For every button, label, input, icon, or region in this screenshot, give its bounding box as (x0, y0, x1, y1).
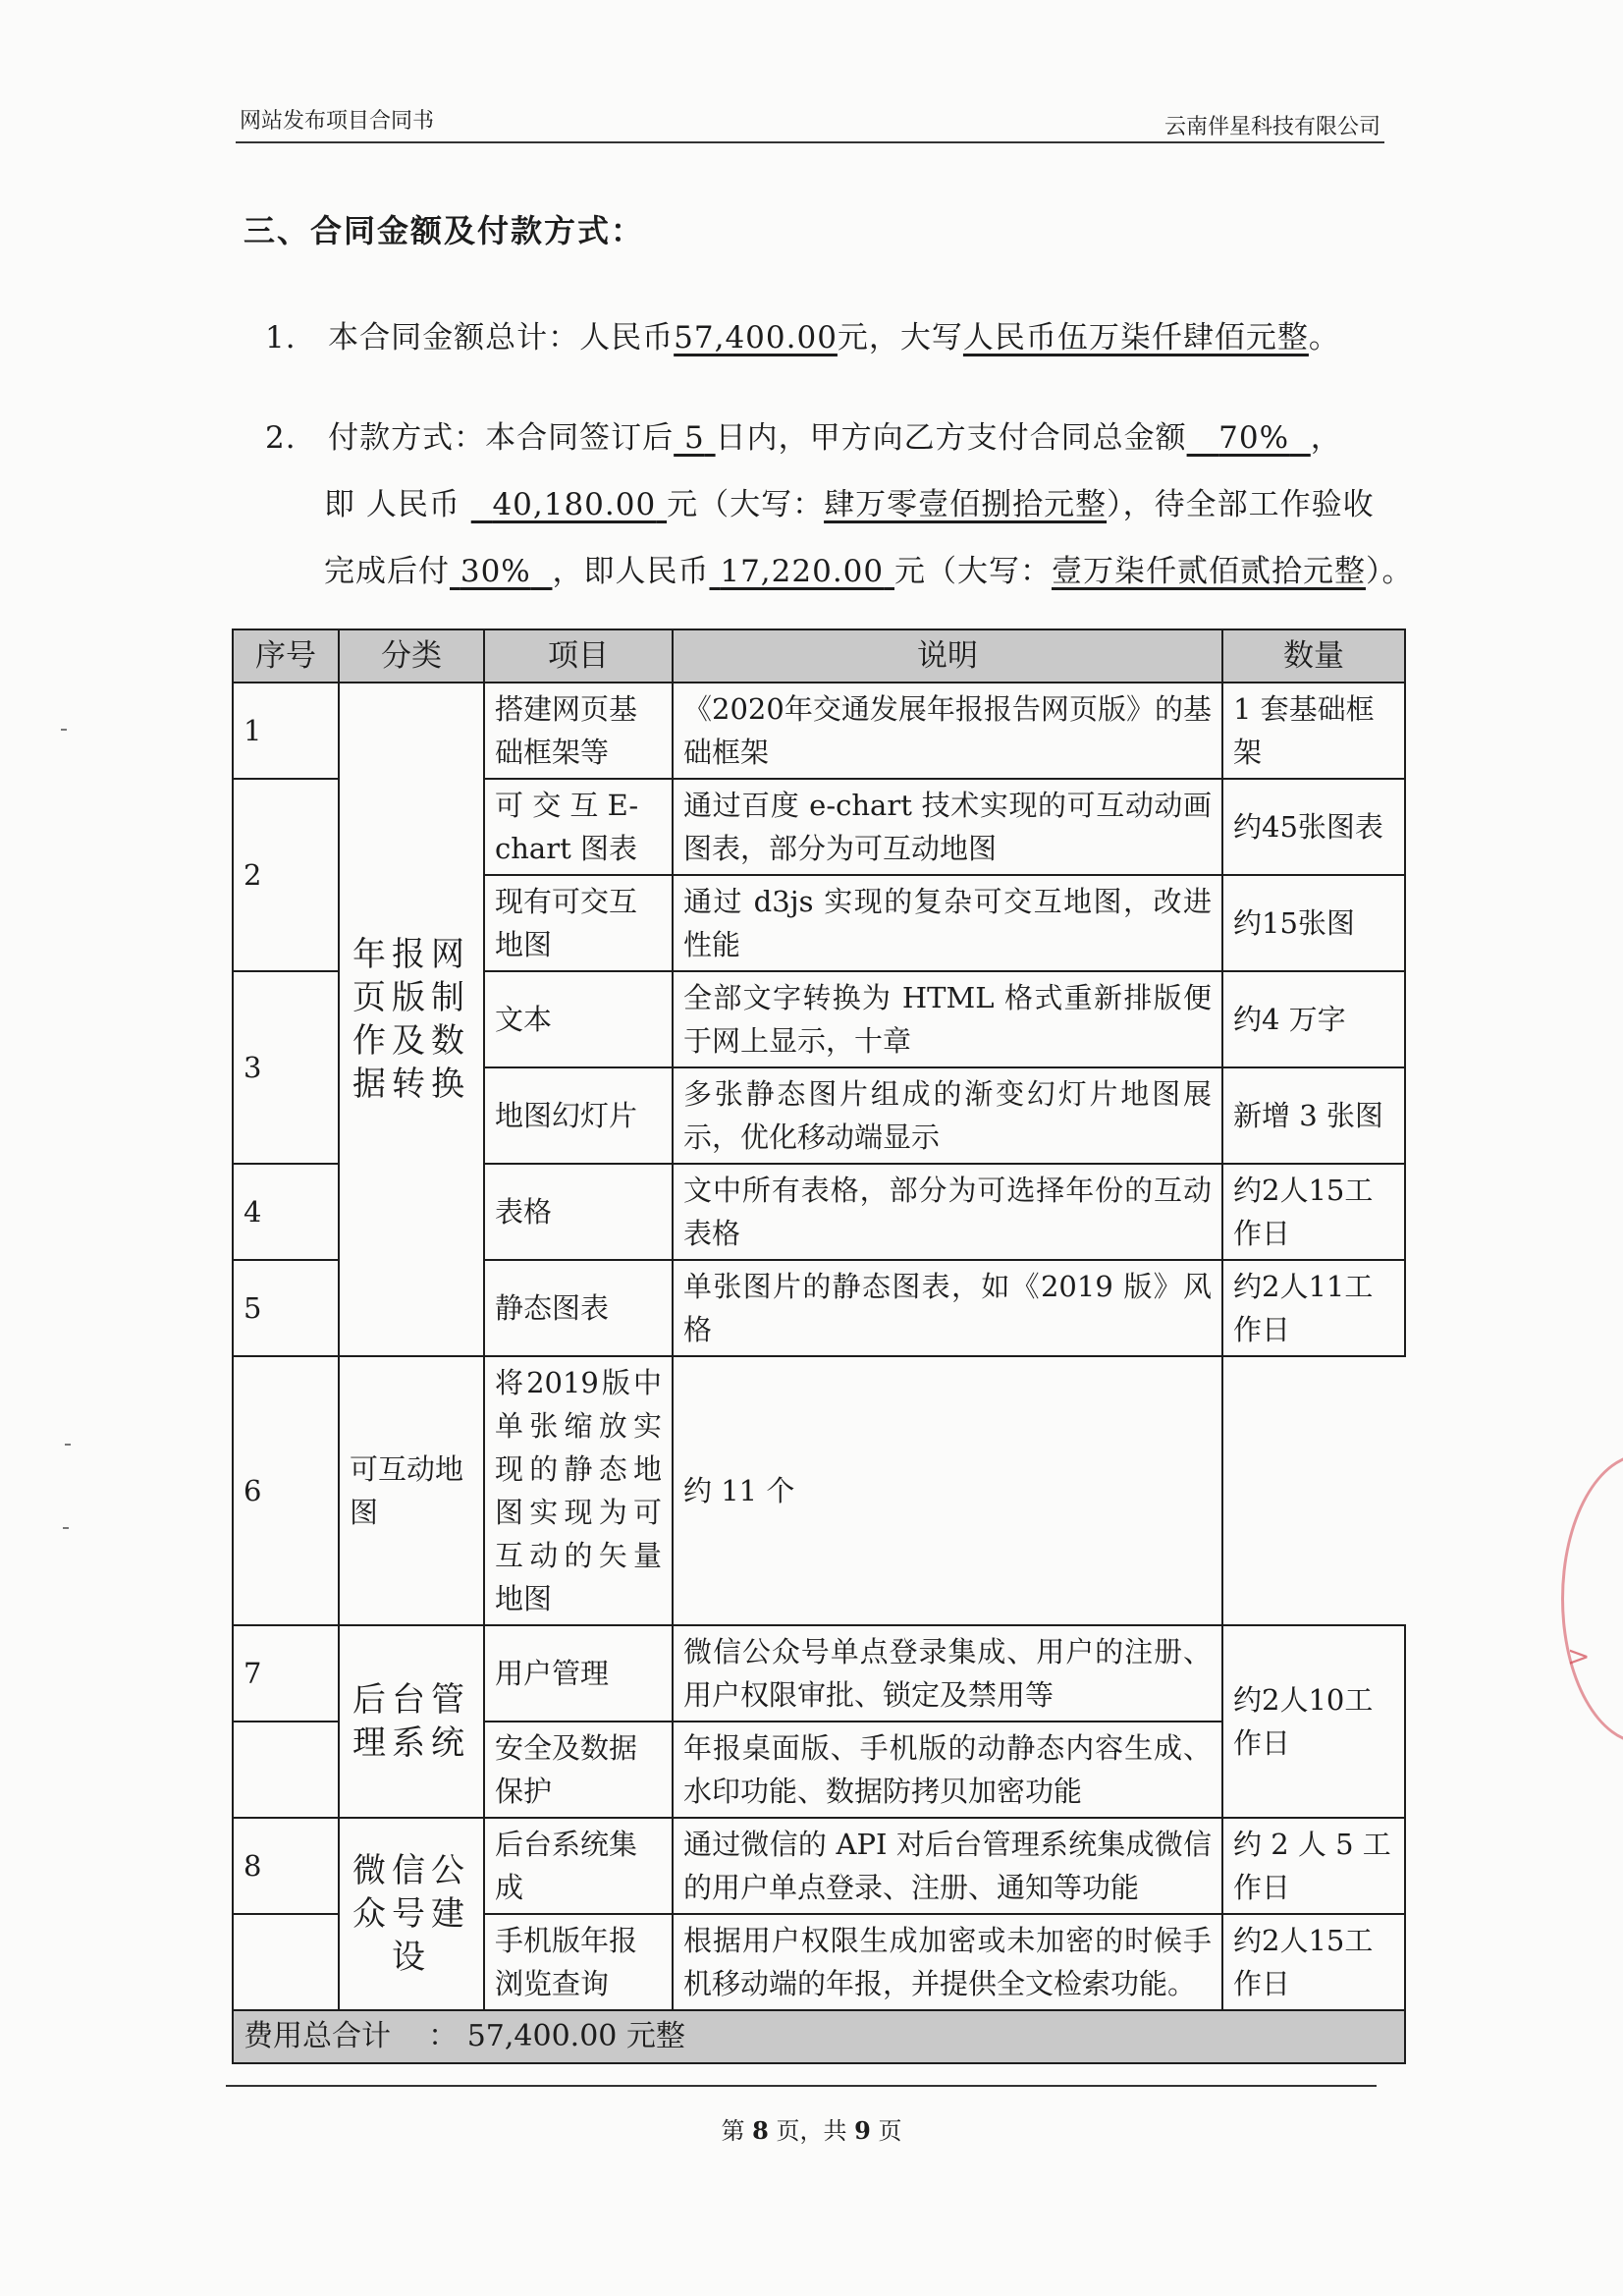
total-label: 费用总合计 (243, 2019, 391, 2053)
second-payment-words: 壹万柒仟贰佰贰拾元整 (1051, 554, 1366, 589)
quantity-cell: 约 11 个 (673, 1356, 1222, 1625)
row-number-empty (233, 1914, 339, 2010)
item-number: 2. (265, 420, 297, 456)
quantity-cell: 1 套基础框架 (1222, 683, 1405, 779)
first-payment-percent: 70% (1218, 420, 1290, 456)
quantity-cell: 约45张图表 (1222, 779, 1405, 875)
pricing-table (232, 629, 1406, 2064)
table-row (233, 683, 1405, 779)
scan-speck (63, 1527, 69, 1529)
total-value: 57,400.00 元整 (466, 2019, 685, 2053)
quantity-cell: 新增 3 张图 (1222, 1067, 1405, 1164)
table-row (233, 1356, 1405, 1625)
section-title: 三、合同金额及付款方式： (243, 212, 645, 249)
table-row (233, 1625, 1405, 1722)
description-cell: 年报桌面版、手机版的动静态内容生成、水印功能、数据防拷贝加密功能 (673, 1722, 1222, 1818)
item-cell: 静态图表 (484, 1260, 673, 1356)
description-cell: 《2020年交通发展年报报告网页版》的基础框架 (673, 683, 1222, 779)
quantity-cell: 约2人10工作日 (1222, 1625, 1405, 1818)
description-cell: 将2019版中单张缩放实现的静态地图实现为可互动的矢量地图 (484, 1356, 673, 1625)
first-payment-words: 肆万零壹佰捌拾元整 (824, 487, 1108, 522)
total-separator: ： (428, 2019, 459, 2053)
item-cell: 搭建网页基础框架等 (484, 683, 673, 779)
item-number: 1. (265, 320, 297, 355)
header-cell: 项目 (484, 629, 673, 683)
row-number: 2 (233, 779, 339, 971)
header-company-name: 云南伴星科技有限公司 (1163, 115, 1380, 139)
header-cell: 说明 (673, 629, 1222, 683)
second-payment-percent: 30% (460, 554, 531, 589)
description-cell: 多张静态图片组成的渐变幻灯片地图展示，优化移动端显示 (673, 1067, 1222, 1164)
description-cell: 通过 d3js 实现的复杂可交互地图，改进性能 (673, 875, 1222, 971)
item-cell: 可互动地图 (339, 1356, 484, 1625)
description-cell: 通过微信的 API 对后台管理系统集成微信的用户单点登录、注册、通知等功能 (673, 1818, 1222, 1914)
current-page-number: 8 (752, 2116, 769, 2145)
item-cell: 手机版年报浏览查询 (484, 1914, 673, 2010)
row-number-empty (233, 1722, 339, 1818)
description-cell: 微信公众号单点登录集成、用户的注册、用户权限审批、锁定及禁用等 (673, 1625, 1222, 1722)
item-cell: 用户管理 (484, 1625, 673, 1722)
item-cell: 地图幻灯片 (484, 1067, 673, 1164)
row-number: 1 (233, 683, 339, 779)
row-number: 4 (233, 1164, 339, 1260)
contract-amount-paragraph: 1. 本合同金额总计：人民币57,400.00元，大写人民币伍万柒仟肆佰元整。 (265, 320, 1340, 355)
category-cell: 年报网页版制作及数据转换 (339, 683, 484, 1356)
second-payment-amount: 17,220.00 (720, 554, 885, 589)
item-cell: 现有可交互地图 (484, 875, 673, 971)
seal-stamp-edge (1561, 1453, 1623, 1744)
total-page-count: 9 (854, 2116, 871, 2145)
total-cell (233, 2010, 1405, 2063)
row-number: 3 (233, 971, 339, 1164)
description-cell: 根据用户权限生成加密或未加密的时候手机移动端的年报，并提供全文检索功能。 (673, 1914, 1222, 2010)
item-cell: 安全及数据保护 (484, 1722, 673, 1818)
item-cell: 可 交 互 E-chart 图表 (484, 779, 673, 875)
total-amount: 57,400.00 (674, 320, 838, 355)
quantity-cell: 约4 万字 (1222, 971, 1405, 1067)
description-cell: 全部文字转换为 HTML 格式重新排版便于网上显示，十章 (673, 971, 1222, 1067)
quantity-cell: 约2人11工作日 (1222, 1260, 1405, 1356)
item-cell: 后台系统集成 (484, 1818, 673, 1914)
header-cell: 分类 (339, 629, 484, 683)
page-header (236, 98, 1384, 143)
footer-divider (226, 2085, 1377, 2087)
total-amount-words: 人民币伍万柒仟肆佰元整 (962, 320, 1309, 355)
category-cell: 后台管理系统 (339, 1625, 484, 1818)
payment-terms-line-3: 完成后付 30% ，即人民币 17,220.00 元（大写：壹万柒仟贰佰贰拾元整）。 (324, 554, 1414, 589)
header-cell: 序号 (233, 629, 339, 683)
category-cell: 微信公众号建设 (339, 1818, 484, 2010)
item-cell: 表格 (484, 1164, 673, 1260)
description-cell: 文中所有表格，部分为可选择年份的互动表格 (673, 1164, 1222, 1260)
first-payment-amount: 40,180.00 (492, 487, 657, 522)
payment-days: 5 (684, 420, 705, 456)
table-header-row (233, 629, 1405, 683)
row-number: 7 (233, 1625, 339, 1722)
payment-terms-line-2: 即 人民币 40,180.00 元（大写：肆万零壹佰捌拾元整），待全部工作验收 (324, 487, 1375, 522)
description-cell: 通过百度 e-chart 技术实现的可互动动画图表，部分为可互动地图 (673, 779, 1222, 875)
quantity-cell: 约15张图 (1222, 875, 1405, 971)
quantity-cell: 约2人15工作日 (1222, 1914, 1405, 2010)
payment-terms-line-1: 2. 付款方式：本合同签订后 5 日内，甲方向乙方支付合同总金额 70% ， (265, 420, 1342, 456)
quantity-cell: 约 2 人 5 工作日 (1222, 1818, 1405, 1914)
row-number: 8 (233, 1818, 339, 1914)
seal-stamp-mark: > (1567, 1640, 1591, 1672)
total-row (233, 2010, 1405, 2063)
table-row (233, 1818, 1405, 1914)
header-cell: 数量 (1222, 629, 1405, 683)
description-cell: 单张图片的静态图表，如《2019 版》风格 (673, 1260, 1222, 1356)
page-footer: 第 8 页，共 9 页 (721, 2116, 902, 2145)
scan-speck (65, 1444, 71, 1446)
scan-speck (61, 729, 67, 731)
row-number: 5 (233, 1260, 339, 1356)
header-document-title: 网站发布项目合同书 (240, 109, 435, 134)
item-cell: 文本 (484, 971, 673, 1067)
quantity-cell: 约2人15工作日 (1222, 1164, 1405, 1260)
row-number: 6 (233, 1356, 339, 1625)
